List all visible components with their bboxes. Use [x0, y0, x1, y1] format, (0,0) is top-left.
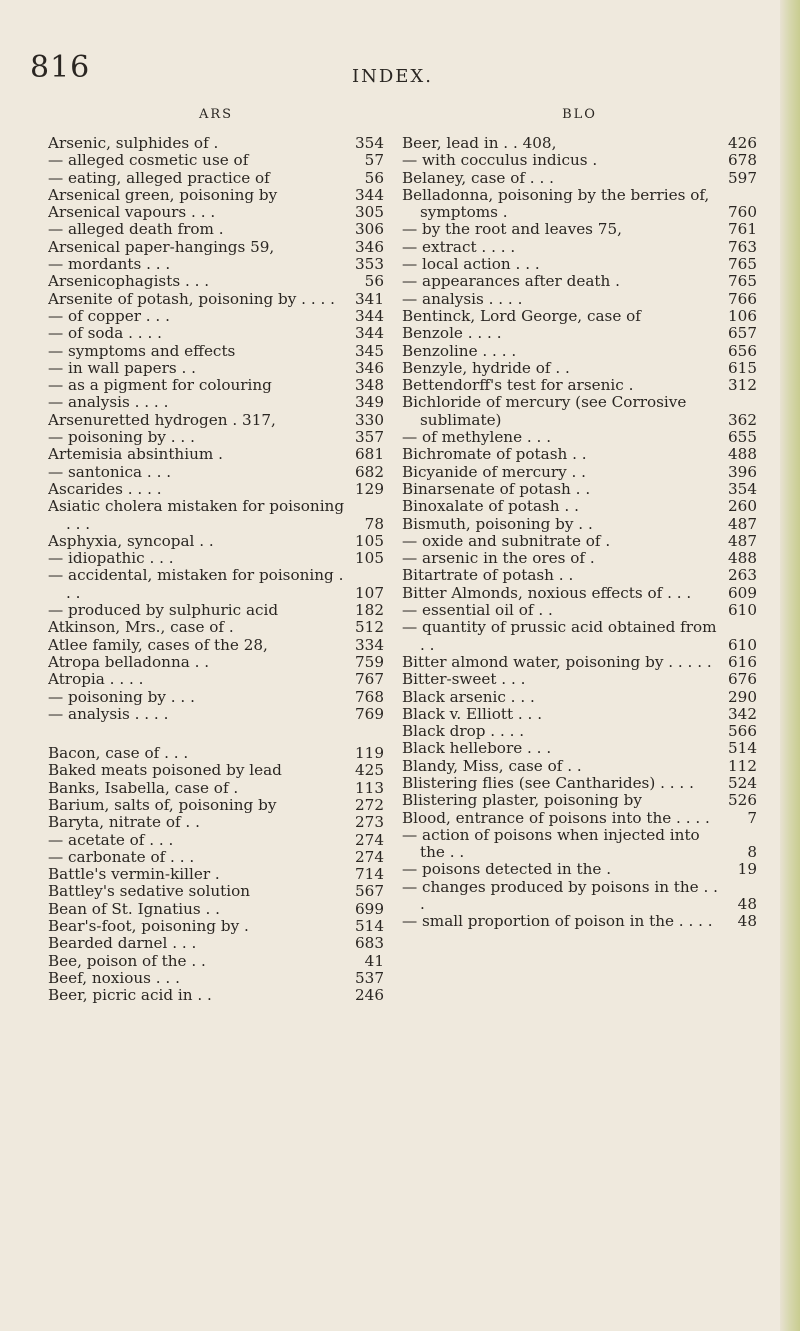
index-entry	[402, 481, 757, 498]
index-entry	[402, 533, 757, 550]
index-entry	[48, 866, 384, 883]
entry-page-ref: 765	[728, 255, 757, 274]
index-entry	[48, 797, 384, 814]
index-entry	[402, 689, 757, 706]
entry-page-ref: 274	[355, 830, 384, 849]
entry-text: Atropa belladonna . .	[48, 653, 210, 671]
entry-text: Baryta, nitrate of . .	[48, 814, 200, 832]
entry-text: Belaney, case of . . .	[402, 169, 554, 187]
entry-text: — alleged cosmetic use of	[48, 152, 249, 170]
index-entry	[402, 308, 757, 325]
entry-text: — by the root and leaves 75,	[402, 221, 622, 239]
entry-page-ref: 344	[355, 324, 384, 343]
entry-page-ref: 609	[728, 583, 757, 602]
index-entry	[402, 775, 757, 792]
index-entry	[48, 780, 384, 797]
entry-text: Arsenicophagists . . .	[48, 273, 210, 291]
entry-text: Bearded darnel . . .	[48, 935, 197, 953]
index-entry	[402, 516, 757, 533]
entry-page-ref: 610	[728, 601, 757, 620]
index-entry	[48, 291, 384, 308]
entry-text: — santonica . . .	[48, 463, 172, 481]
entry-text: — accidental, mistaken for poisoning . . .	[48, 567, 344, 602]
entry-text: Binoxalate of potash . .	[402, 498, 579, 516]
entry-page-ref: 41	[364, 951, 384, 970]
entry-text: — as a pigment for colouring	[48, 377, 272, 395]
entry-page-ref: 345	[355, 341, 384, 360]
entry-text: Beer, picric acid in . .	[48, 987, 212, 1005]
entry-text: Battle's vermin-killer .	[48, 866, 220, 884]
index-entry	[48, 221, 384, 238]
index-entry	[48, 446, 384, 463]
entry-text: Bichloride of mercury (see Corrosive sublimate)	[402, 394, 687, 429]
index-entry	[48, 308, 384, 325]
entry-text: Atkinson, Mrs., case of .	[48, 619, 234, 637]
entry-page-ref: 290	[728, 687, 757, 706]
entry-page-ref: 246	[355, 986, 384, 1005]
entry-text: Bitter-sweet . . .	[402, 671, 526, 689]
entry-page-ref: 105	[355, 531, 384, 550]
entry-page-ref: 767	[355, 670, 384, 689]
entry-page-ref: 766	[728, 289, 757, 308]
index-entry	[402, 861, 757, 878]
index-entry	[48, 135, 384, 152]
entry-text: Bitartrate of potash . .	[402, 567, 574, 585]
entry-text: Bacon, case of . . .	[48, 745, 189, 763]
index-entry	[48, 762, 384, 779]
index-entry	[402, 498, 757, 515]
entry-text: — eating, alleged practice of	[48, 169, 270, 187]
entry-text: — mordants . . .	[48, 256, 171, 274]
entry-text: — analysis . . . .	[48, 705, 169, 723]
entry-page-ref: 105	[355, 549, 384, 568]
index-entry	[402, 325, 757, 342]
index-entry	[48, 204, 384, 221]
entry-page-ref: 567	[355, 882, 384, 901]
entry-page-ref: 488	[728, 445, 757, 464]
entry-page-ref: 344	[355, 306, 384, 325]
index-entry	[48, 654, 384, 671]
entry-page-ref: 346	[355, 237, 384, 256]
entry-text: Atlee family, cases of the 28,	[48, 636, 268, 654]
index-entry	[48, 239, 384, 256]
entry-text: — with cocculus indicus .	[402, 152, 598, 170]
entry-page-ref: 113	[355, 778, 384, 797]
index-entry	[48, 619, 384, 636]
index-entry	[402, 187, 757, 222]
entry-page-ref: 512	[355, 618, 384, 637]
entry-text: Bentinck, Lord George, case of	[402, 307, 641, 325]
index-entry	[48, 814, 384, 831]
entry-text: — appearances after death .	[402, 273, 620, 291]
entry-page-ref: 526	[728, 791, 757, 810]
entry-text: — symptoms and effects	[48, 342, 236, 360]
entry-text: Bear's-foot, poisoning by .	[48, 918, 249, 936]
index-entry	[48, 152, 384, 169]
entry-page-ref: 57	[364, 151, 384, 170]
index-entries	[48, 135, 384, 1005]
index-entry	[402, 567, 757, 584]
entry-text: Blistering plaster, poisoning by	[402, 792, 642, 810]
entry-text: — local action . . .	[402, 256, 540, 274]
entry-text: — of soda . . . .	[48, 325, 162, 343]
entry-text: — poisons detected in the .	[402, 861, 612, 879]
column-guide-word: ARS	[198, 107, 234, 122]
entry-page-ref: 274	[355, 847, 384, 866]
entry-page-ref: 537	[355, 968, 384, 987]
entry-text: Black drop . . . .	[402, 723, 525, 741]
entry-page-ref: 425	[355, 761, 384, 780]
entry-text: Arsenical vapours . . .	[48, 204, 216, 222]
entry-text: Bichromate of potash . .	[402, 446, 587, 464]
index-entry	[402, 879, 757, 914]
index-entry	[402, 723, 757, 740]
entry-page-ref: 334	[355, 635, 384, 654]
index-entry	[48, 970, 384, 987]
entry-page-ref: 759	[355, 652, 384, 671]
entry-page-ref: 330	[355, 410, 384, 429]
index-entry	[48, 360, 384, 377]
index-entry	[402, 343, 757, 360]
index-entry	[402, 273, 757, 290]
index-entry	[48, 429, 384, 446]
index-entry	[48, 412, 384, 429]
entry-page-ref: 112	[728, 756, 757, 775]
index-entry	[48, 325, 384, 342]
entry-text: — idiopathic . . .	[48, 550, 174, 568]
index-entry	[402, 550, 757, 567]
entry-page-ref: 656	[728, 341, 757, 360]
index-entry	[402, 464, 757, 481]
entry-page-ref: 714	[355, 865, 384, 884]
entry-page-ref: 348	[355, 376, 384, 395]
index-entry	[402, 740, 757, 757]
entry-text: — arsenic in the ores of .	[402, 550, 595, 568]
entry-page-ref: 761	[728, 220, 757, 239]
index-entry	[402, 291, 757, 308]
index-entry	[48, 550, 384, 567]
entry-text: Bee, poison of the . .	[48, 952, 206, 970]
entry-text: — analysis . . . .	[48, 394, 169, 412]
index-entry	[402, 654, 757, 671]
index-entry	[48, 567, 384, 602]
entry-page-ref: 488	[728, 549, 757, 568]
index-entry	[48, 987, 384, 1004]
entry-text: Blood, entrance of poisons into the . . . .	[402, 809, 710, 827]
entry-text: — extract . . . .	[402, 238, 516, 256]
index-entry	[48, 918, 384, 935]
entry-text: Black hellebore . . .	[402, 740, 552, 758]
index-entry	[48, 256, 384, 273]
entry-text: — of methylene . . .	[402, 429, 552, 447]
entry-page-ref: 615	[728, 358, 757, 377]
entry-page-ref: 273	[355, 813, 384, 832]
entry-text: Bismuth, poisoning by . .	[402, 515, 593, 533]
page-number: 816	[30, 50, 91, 85]
page-edge	[780, 0, 800, 1331]
entry-text: Barium, salts of, poisoning by	[48, 796, 277, 814]
entry-page-ref: 763	[728, 237, 757, 256]
entry-page-ref: 426	[728, 134, 757, 152]
index-entry	[402, 758, 757, 775]
index-entry	[402, 256, 757, 273]
entry-text: — analysis . . . .	[402, 290, 523, 308]
entry-page-ref: 362	[728, 410, 757, 429]
index-column-left	[48, 105, 384, 1005]
entry-page-ref: 48	[737, 895, 757, 914]
index-entry	[48, 935, 384, 952]
entry-page-ref: 349	[355, 393, 384, 412]
entry-page-ref: 305	[355, 203, 384, 222]
entry-page-ref: 263	[728, 566, 757, 585]
entry-page-ref: 760	[728, 203, 757, 222]
entry-page-ref: 616	[728, 652, 757, 671]
entry-page-ref: 657	[728, 324, 757, 343]
entry-text: Bitter almond water, poisoning by . . . . .	[402, 653, 712, 671]
entry-page-ref: 487	[728, 531, 757, 550]
section-gap	[48, 723, 384, 745]
index-entry	[48, 464, 384, 481]
entry-page-ref: 306	[355, 220, 384, 239]
entry-text: Battley's sedative solution	[48, 883, 251, 901]
index-column-right	[402, 105, 757, 931]
entry-text: Bean of St. Ignatius . .	[48, 900, 220, 918]
entry-text: Arsenical paper-hangings 59,	[48, 238, 275, 256]
entry-text: Asiatic cholera mistaken for poisoning . . .	[48, 498, 345, 533]
column-guide-word: BLO	[562, 107, 597, 122]
entry-page-ref: 524	[728, 773, 757, 792]
entry-text: — in wall papers . .	[48, 359, 196, 377]
entry-text: — poisoning by . . .	[48, 688, 195, 706]
index-entry	[48, 343, 384, 360]
entry-page-ref: 610	[728, 635, 757, 654]
index-entry	[48, 953, 384, 970]
index-entry	[402, 152, 757, 169]
index-entry	[402, 913, 757, 930]
entry-text: Asphyxia, syncopal . .	[48, 532, 214, 550]
index-entry	[402, 827, 757, 862]
entry-text: — action of poisons when injected into the . .	[402, 826, 700, 862]
index-entry	[48, 637, 384, 654]
entry-page-ref: 19	[737, 860, 757, 879]
entry-text: — changes produced by poisons in the . . .	[402, 878, 718, 914]
index-entry	[48, 901, 384, 918]
entry-text: Beef, noxious . . .	[48, 969, 180, 987]
entry-page-ref: 129	[355, 479, 384, 498]
index-entry	[48, 602, 384, 619]
entry-text: Arsenuretted hydrogen . 317,	[48, 411, 276, 429]
index-entry	[402, 394, 757, 429]
index-entry	[402, 239, 757, 256]
entry-page-ref: 48	[737, 912, 757, 931]
entry-page-ref: 346	[355, 358, 384, 377]
entry-page-ref: 678	[728, 151, 757, 170]
entry-page-ref: 655	[728, 428, 757, 447]
entry-text: Bicyanide of mercury . .	[402, 463, 587, 481]
index-entry	[48, 849, 384, 866]
entry-page-ref: 272	[355, 795, 384, 814]
index-entry	[48, 481, 384, 498]
entry-page-ref: 566	[728, 722, 757, 741]
index-entry	[402, 446, 757, 463]
index-entries	[402, 135, 757, 931]
index-entry	[402, 706, 757, 723]
index-entry	[48, 832, 384, 849]
index-entry	[48, 689, 384, 706]
entry-text: — alleged death from .	[48, 221, 224, 239]
entry-page-ref: 56	[364, 168, 384, 187]
entry-text: Bettendorff's test for arsenic .	[402, 377, 634, 395]
entry-text: Bitter Almonds, noxious effects of . . .	[402, 584, 692, 602]
entry-page-ref: 182	[355, 601, 384, 620]
index-entry	[402, 792, 757, 809]
index-entry	[48, 533, 384, 550]
entry-text: Artemisia absinthium .	[48, 446, 223, 464]
entry-text: Benzyle, hydride of . .	[402, 359, 570, 377]
entry-text: Benzoline . . . .	[402, 342, 517, 360]
entry-page-ref: 260	[728, 497, 757, 516]
entry-page-ref: 354	[728, 479, 757, 498]
entry-page-ref: 8	[747, 843, 757, 862]
entry-page-ref: 769	[355, 704, 384, 723]
entry-page-ref: 312	[728, 376, 757, 395]
index-entry	[48, 671, 384, 688]
entry-page-ref: 514	[355, 917, 384, 936]
index-entry	[48, 273, 384, 290]
index-entry	[48, 706, 384, 723]
index-entry	[48, 170, 384, 187]
entry-text: Banks, Isabella, case of .	[48, 779, 239, 797]
index-entry	[402, 221, 757, 238]
index-entry	[402, 170, 757, 187]
entry-page-ref: 107	[355, 583, 384, 602]
entry-text: Arsenite of potash, poisoning by . . . .	[48, 290, 335, 308]
entry-text: — essential oil of . .	[402, 602, 553, 620]
entry-page-ref: 78	[364, 514, 384, 533]
running-head: INDEX.	[352, 66, 433, 87]
entry-page-ref: 682	[355, 462, 384, 481]
entry-text: — poisoning by . . .	[48, 429, 195, 447]
entry-text: — carbonate of . . .	[48, 848, 195, 866]
entry-page-ref: 396	[728, 462, 757, 481]
entry-page-ref: 765	[728, 272, 757, 291]
entry-page-ref: 487	[728, 514, 757, 533]
entry-text: Black v. Elliott . . .	[402, 705, 543, 723]
entry-text: Arsenic, sulphides of .	[48, 135, 219, 152]
entry-text: Black arsenic . . .	[402, 688, 535, 706]
entry-page-ref: 357	[355, 428, 384, 447]
entry-text: Atropia . . . .	[48, 671, 144, 689]
entry-text: — of copper . . .	[48, 307, 170, 325]
entry-text: — quantity of prussic acid obtained from . .	[402, 619, 717, 654]
entry-page-ref: 106	[728, 306, 757, 325]
index-entry	[48, 394, 384, 411]
entry-text: Benzole . . . .	[402, 325, 502, 343]
entry-page-ref: 597	[728, 168, 757, 187]
index-entry	[402, 135, 757, 152]
entry-text: Blistering flies (see Cantharides) . . . .	[402, 774, 694, 792]
entry-text: Blandy, Miss, case of . .	[402, 757, 582, 775]
entry-text: Binarsenate of potash . .	[402, 480, 591, 498]
index-entry	[402, 585, 757, 602]
index-entry	[48, 883, 384, 900]
entry-text: Belladonna, poisoning by the berries of, symptoms .	[402, 186, 710, 222]
entry-text: — acetate of . . .	[48, 831, 174, 849]
index-entry	[402, 602, 757, 619]
entry-text: Beer, lead in . . 408,	[402, 135, 557, 152]
entry-text: Baked meats poisoned by lead	[48, 762, 282, 780]
entry-page-ref: 699	[355, 899, 384, 918]
entry-page-ref: 681	[355, 445, 384, 464]
entry-text: — small proportion of poison in the . . . .	[402, 913, 713, 931]
index-entry	[402, 619, 757, 654]
entry-page-ref: 353	[355, 255, 384, 274]
entry-page-ref: 7	[747, 808, 757, 827]
index-entry	[48, 498, 384, 533]
entry-text: Ascarides . . . .	[48, 480, 162, 498]
entry-page-ref: 119	[355, 744, 384, 763]
entry-text: — oxide and subnitrate of .	[402, 532, 611, 550]
index-entry	[48, 745, 384, 762]
entry-page-ref: 676	[728, 670, 757, 689]
index-entry	[402, 429, 757, 446]
index-entry	[402, 377, 757, 394]
index-entry	[402, 810, 757, 827]
entry-page-ref: 344	[355, 185, 384, 204]
entry-text: — produced by sulphuric acid	[48, 602, 279, 620]
index-entry	[402, 671, 757, 688]
entry-text: Arsenical green, poisoning by	[48, 186, 278, 204]
entry-page-ref: 683	[355, 934, 384, 953]
entry-page-ref: 342	[728, 704, 757, 723]
entry-page-ref: 354	[355, 134, 384, 152]
entry-page-ref: 341	[355, 289, 384, 308]
entry-page-ref: 56	[364, 272, 384, 291]
index-entry	[402, 360, 757, 377]
entry-page-ref: 768	[355, 687, 384, 706]
entry-page-ref: 514	[728, 739, 757, 758]
index-entry	[48, 187, 384, 204]
index-entry	[48, 377, 384, 394]
